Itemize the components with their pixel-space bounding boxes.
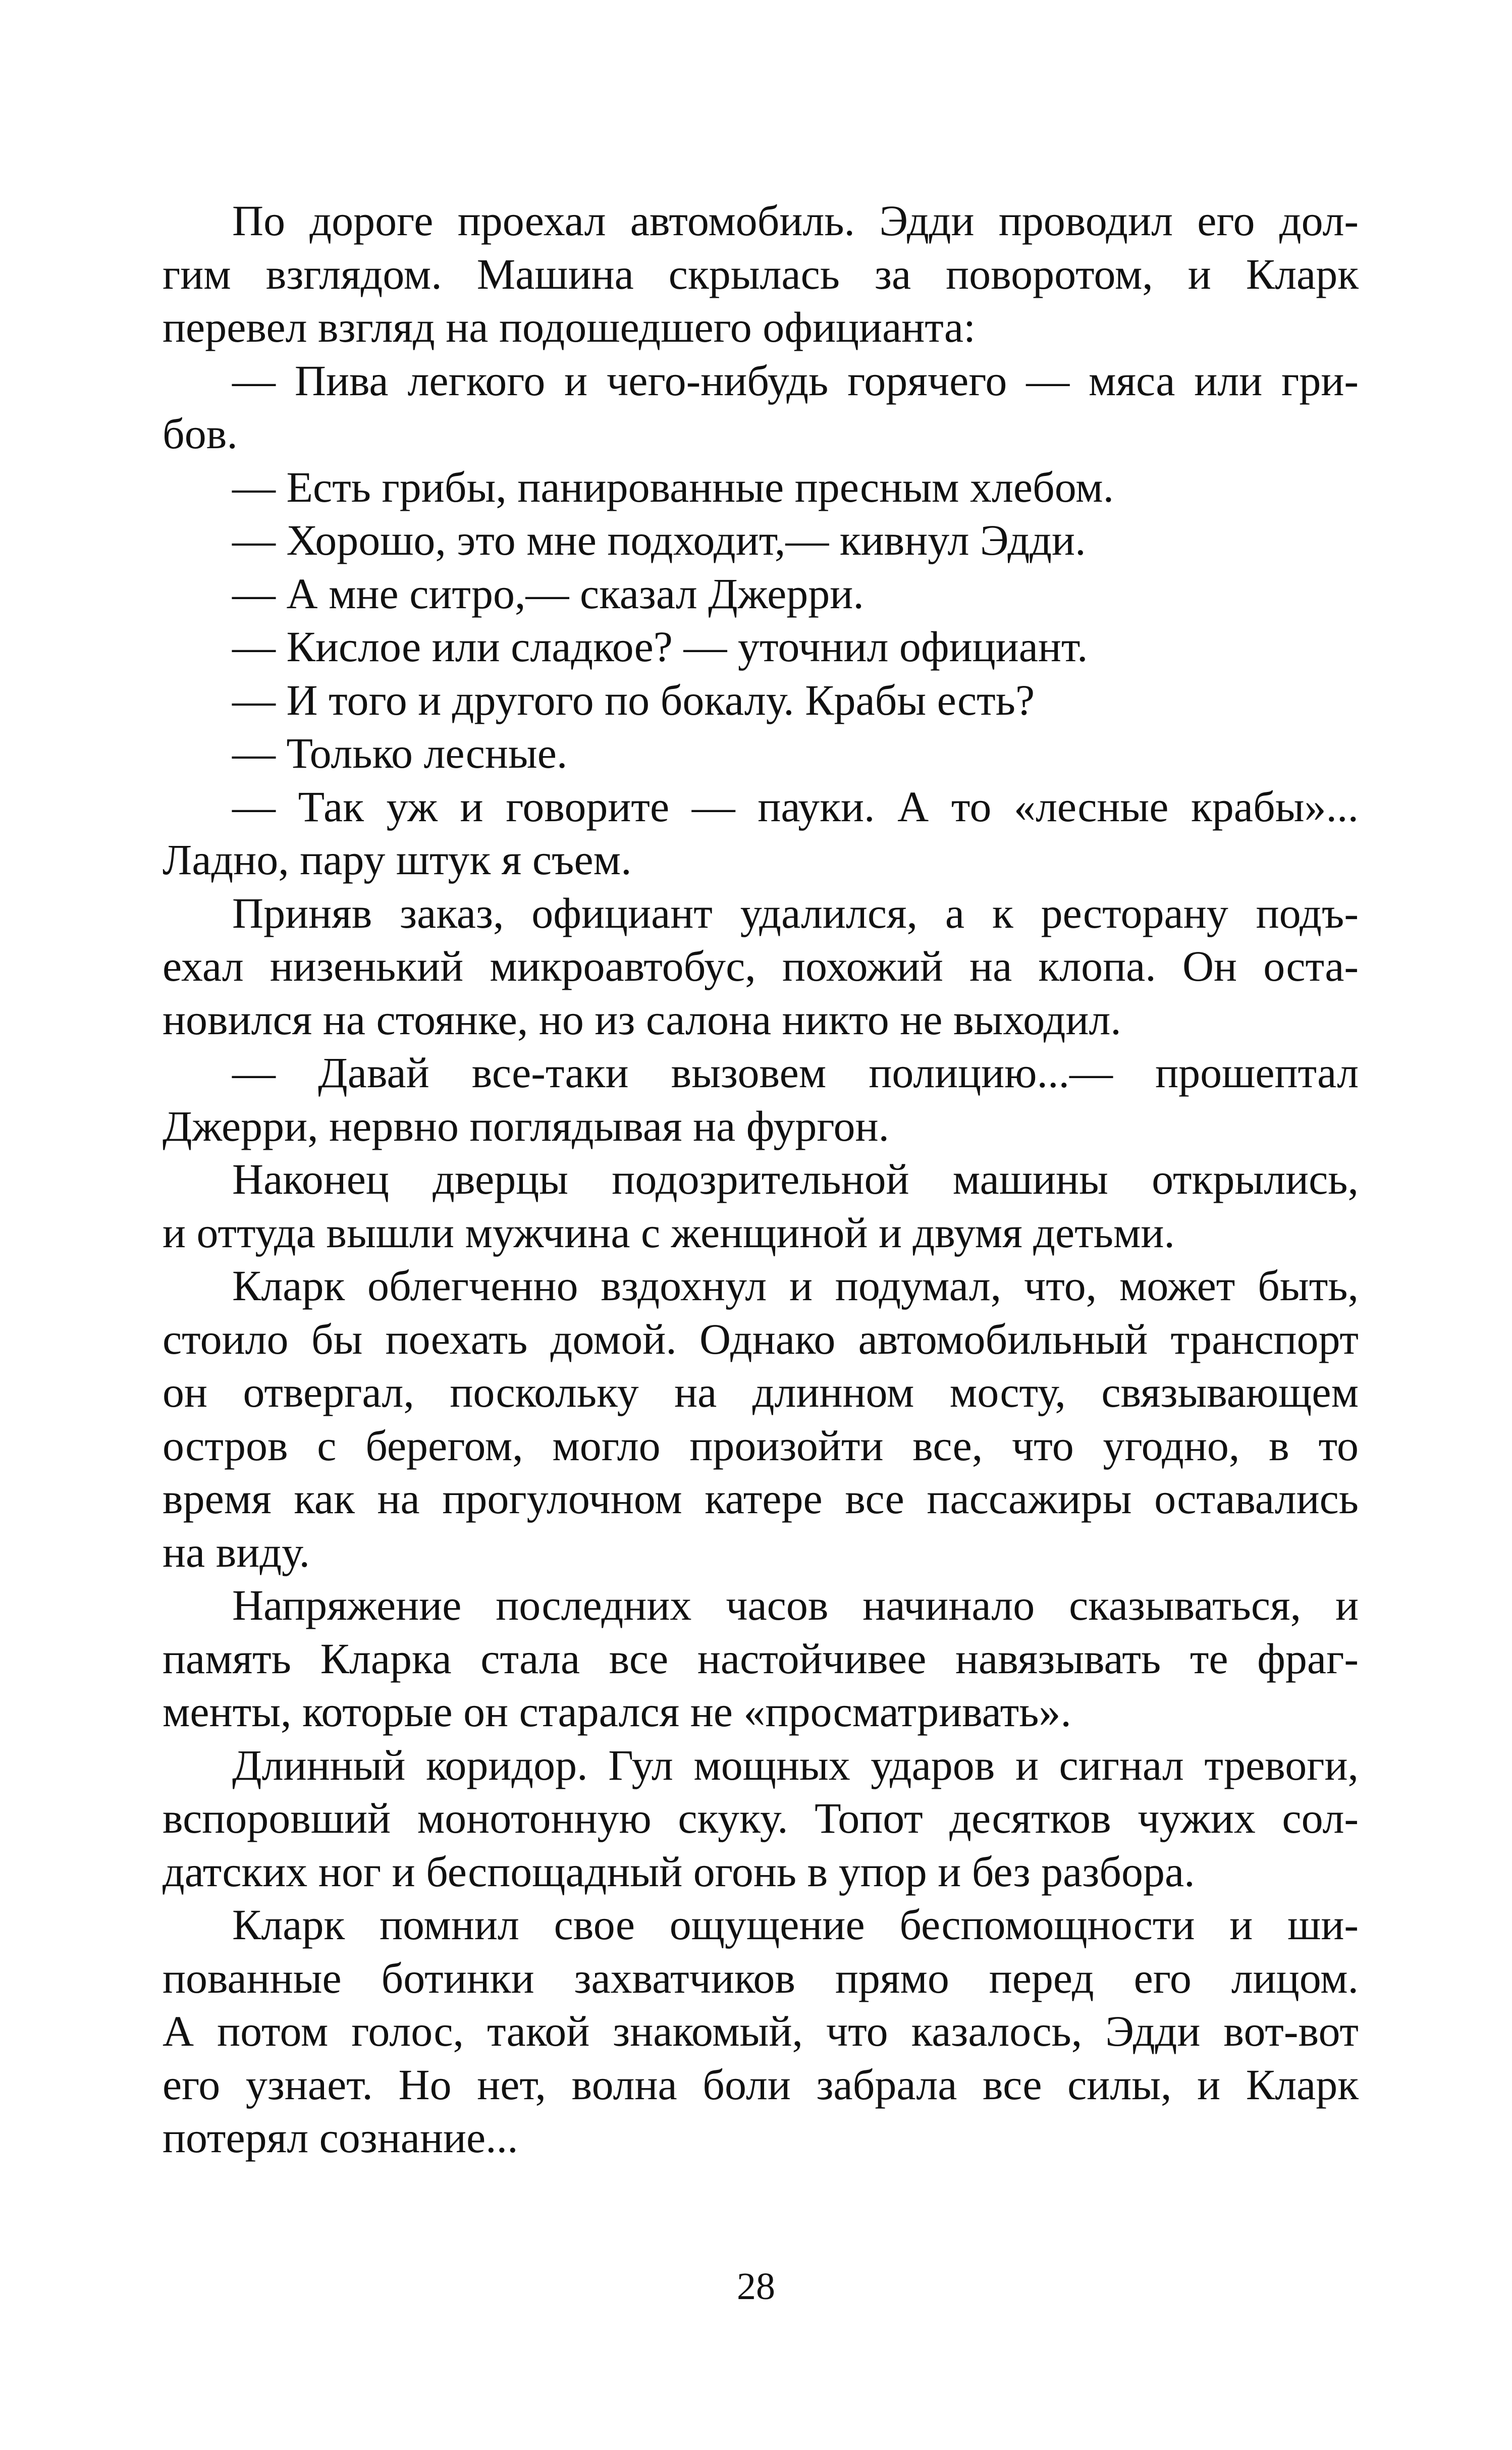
text-line: — А мне ситро,— сказал Джерри.: [232, 569, 864, 618]
text-line: время как на прогулочном катере все пассажиры оставались: [163, 1474, 1359, 1523]
text-line: датских ног и беспощадный огонь в упор и без разбора.: [163, 1847, 1195, 1896]
text-line: По дороге проехал автомобиль. Эдди проводил его дол-: [232, 196, 1359, 245]
text-line: вспоровший монотонную скуку. Топот десятков чужих сол-: [163, 1794, 1359, 1842]
text-line: Напряжение последних часов начинало сказываться, и: [232, 1581, 1359, 1629]
text-line: — Есть грибы, панированные пресным хлебом.: [232, 462, 1114, 511]
text-line: Ладно, пару штук я съем.: [163, 835, 632, 884]
page-number: 28: [737, 2265, 775, 2308]
text-line: Приняв заказ, официант удалился, а к ресторану подъ-: [232, 888, 1359, 937]
text-line: — Пива легкого и чего-нибудь горячего — мяса или гри-: [232, 356, 1359, 405]
text-line: Кларк помнил свое ощущение беспомощности и ши-: [232, 1900, 1359, 1949]
text-line: гим взглядом. Машина скрылась за поворотом, и Кларк: [163, 249, 1359, 298]
text-line: — И того и другого по бокалу. Крабы есть?: [232, 675, 1035, 724]
text-line: и оттуда вышли мужчина с женщиной и двумя детьми.: [163, 1208, 1175, 1257]
text-line: — Только лесные.: [232, 729, 568, 777]
text-line: — Давай все-таки вызовем полицию...— прошептал: [232, 1048, 1359, 1097]
text-line: новился на стоянке, но из салона никто не выходил.: [163, 995, 1121, 1044]
text-line: он отвергал, поскольку на длинном мосту, связывающем: [163, 1368, 1359, 1416]
text-line: перевел взгляд на подошедшего официанта:: [163, 303, 976, 351]
text-line: Кларк облегченно вздохнул и подумал, что, может быть,: [232, 1261, 1359, 1310]
text-line: менты, которые он старался не «просматривать».: [163, 1687, 1071, 1736]
text-line: бов.: [163, 409, 238, 458]
text-line: пованные ботинки захватчиков прямо перед его лицом.: [163, 1953, 1359, 2002]
text-line: его узнает. Но нет, волна боли забрала все силы, и Кларк: [163, 2060, 1359, 2109]
text-line: остров с берегом, могло произойти все, что угодно, в то: [163, 1421, 1359, 1470]
text-line: — Так уж и говорите — пауки. А то «лесные крабы»...: [232, 782, 1359, 831]
text-line: Джерри, нервно поглядывая на фургон.: [163, 1101, 890, 1150]
text-line: ехал низенький микроавтобус, похожий на клопа. Он оста-: [163, 942, 1359, 990]
text-line: потерял сознание...: [163, 2113, 518, 2162]
text-line: — Хорошо, это мне подходит,— кивнул Эдди.: [232, 516, 1086, 564]
text-line: — Кислое или сладкое? — уточнил официант.: [232, 622, 1088, 671]
text-line: на виду.: [163, 1527, 310, 1576]
text-line: Длинный коридор. Гул мощных ударов и сигнал тревоги,: [232, 1740, 1359, 1789]
body-text: [163, 194, 1359, 2165]
text-line: А потом голос, такой знакомый, что казалось, Эдди вот-вот: [163, 2007, 1359, 2055]
text-line: память Кларка стала все настойчивее навязывать те фраг-: [163, 1634, 1359, 1683]
text-line: стоило бы поехать домой. Однако автомобильный транспорт: [163, 1314, 1359, 1363]
text-line: Наконец дверцы подозрительной машины открылись,: [232, 1155, 1359, 1203]
